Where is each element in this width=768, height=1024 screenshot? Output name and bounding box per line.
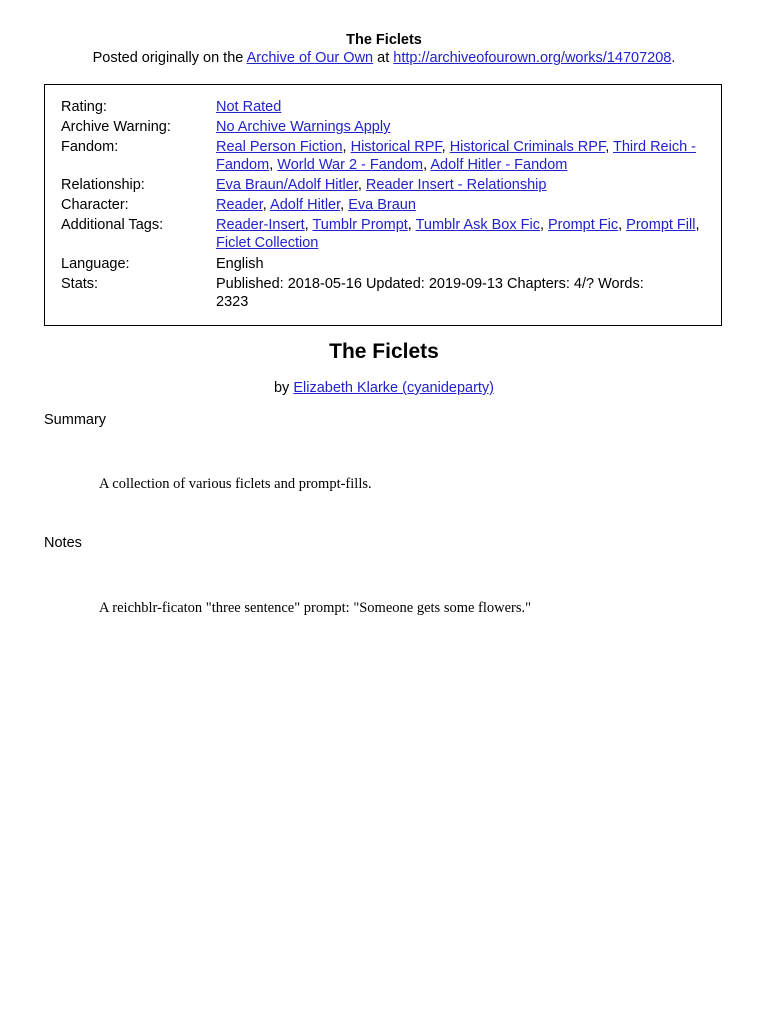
- fandom-link[interactable]: World War 2 - Fandom: [277, 157, 424, 173]
- fandom-link[interactable]: Adolf Hitler - Fandom: [430, 157, 568, 173]
- notes-text: A reichblr-ficaton "three sentence" prompt: "Someone gets some flowers.": [99, 600, 532, 616]
- rating-label: Rating:: [61, 99, 107, 115]
- fandom-link[interactable]: Third Reich - Fandom: [216, 139, 696, 173]
- tag-link[interactable]: Prompt Fill: [626, 217, 696, 233]
- relationship-value: Eva Braun/Adolf Hitler, Reader Insert - Relationship: [216, 177, 547, 193]
- tag-link[interactable]: Prompt Fic: [548, 217, 619, 233]
- language-label: Language:: [61, 256, 130, 272]
- work-metadata-box: [44, 84, 722, 326]
- author-link[interactable]: Elizabeth Klarke (cyanideparty): [293, 380, 495, 396]
- fandom-label: Fandom:: [61, 139, 119, 155]
- rating-link[interactable]: Not Rated: [216, 99, 282, 115]
- fandom-link[interactable]: Real Person Fiction: [216, 139, 343, 155]
- summary-text: A collection of various ficlets and prompt-fills.: [99, 476, 372, 492]
- document-title: The Ficlets: [346, 32, 422, 48]
- warning-label: Archive Warning:: [61, 119, 171, 135]
- posted-originally-line: [0, 50, 768, 66]
- tag-link[interactable]: Ficlet Collection: [216, 235, 319, 251]
- tag-link[interactable]: Tumblr Prompt: [312, 217, 408, 233]
- archive-link[interactable]: Archive of Our Own: [246, 50, 374, 66]
- at-word: at: [377, 50, 390, 66]
- notes-heading: Notes: [44, 535, 82, 551]
- stats-line-1: Published: 2018-05-16 Updated: 2019-09-13 Chapters: 4/? Words:: [216, 276, 644, 292]
- tags-value: Reader-Insert, Tumblr Prompt, Tumblr Ask Box Fic, Prompt Fic, Prompt Fill, Ficlet Collection: [216, 217, 700, 251]
- character-link[interactable]: Eva Braun: [348, 197, 416, 213]
- relationship-link[interactable]: Eva Braun/Adolf Hitler: [216, 177, 358, 193]
- byline: [0, 380, 768, 396]
- work-title: The Ficlets: [329, 340, 439, 363]
- tag-link[interactable]: Tumblr Ask Box Fic: [415, 217, 540, 233]
- character-value: Reader, Adolf Hitler, Eva Braun: [216, 197, 416, 213]
- language-value: English: [216, 256, 264, 272]
- tags-label: Additional Tags:: [61, 217, 164, 233]
- stats-line-2: 2323: [216, 294, 249, 310]
- character-label: Character:: [61, 197, 129, 213]
- rating-value: [216, 98, 711, 116]
- fandom-link[interactable]: Historical Criminals RPF: [449, 139, 606, 155]
- tag-link[interactable]: Reader-Insert: [216, 217, 305, 233]
- summary-heading: Summary: [44, 412, 107, 428]
- stats-label: Stats:: [61, 276, 99, 292]
- warning-value: [216, 118, 711, 136]
- fandom-link[interactable]: Historical RPF: [350, 139, 442, 155]
- relationship-label: Relationship:: [61, 177, 145, 193]
- character-link[interactable]: Adolf Hitler: [270, 197, 341, 213]
- relationship-link[interactable]: Reader Insert - Relationship: [365, 177, 547, 193]
- stats-value: [216, 275, 711, 311]
- period: .: [671, 50, 676, 66]
- fandom-value: Real Person Fiction, Historical RPF, Historical Criminals RPF, Third Reich - Fandom, World War 2 - Fandom, Adolf Hitler - Fandom: [216, 139, 696, 173]
- posted-prefix: Posted originally on the: [92, 50, 244, 66]
- work-url-link[interactable]: http://archiveofourown.org/works/14707208: [393, 50, 672, 66]
- warning-link[interactable]: No Archive Warnings Apply: [216, 119, 391, 135]
- character-link[interactable]: Reader: [216, 197, 263, 213]
- by-word: by: [273, 380, 290, 396]
